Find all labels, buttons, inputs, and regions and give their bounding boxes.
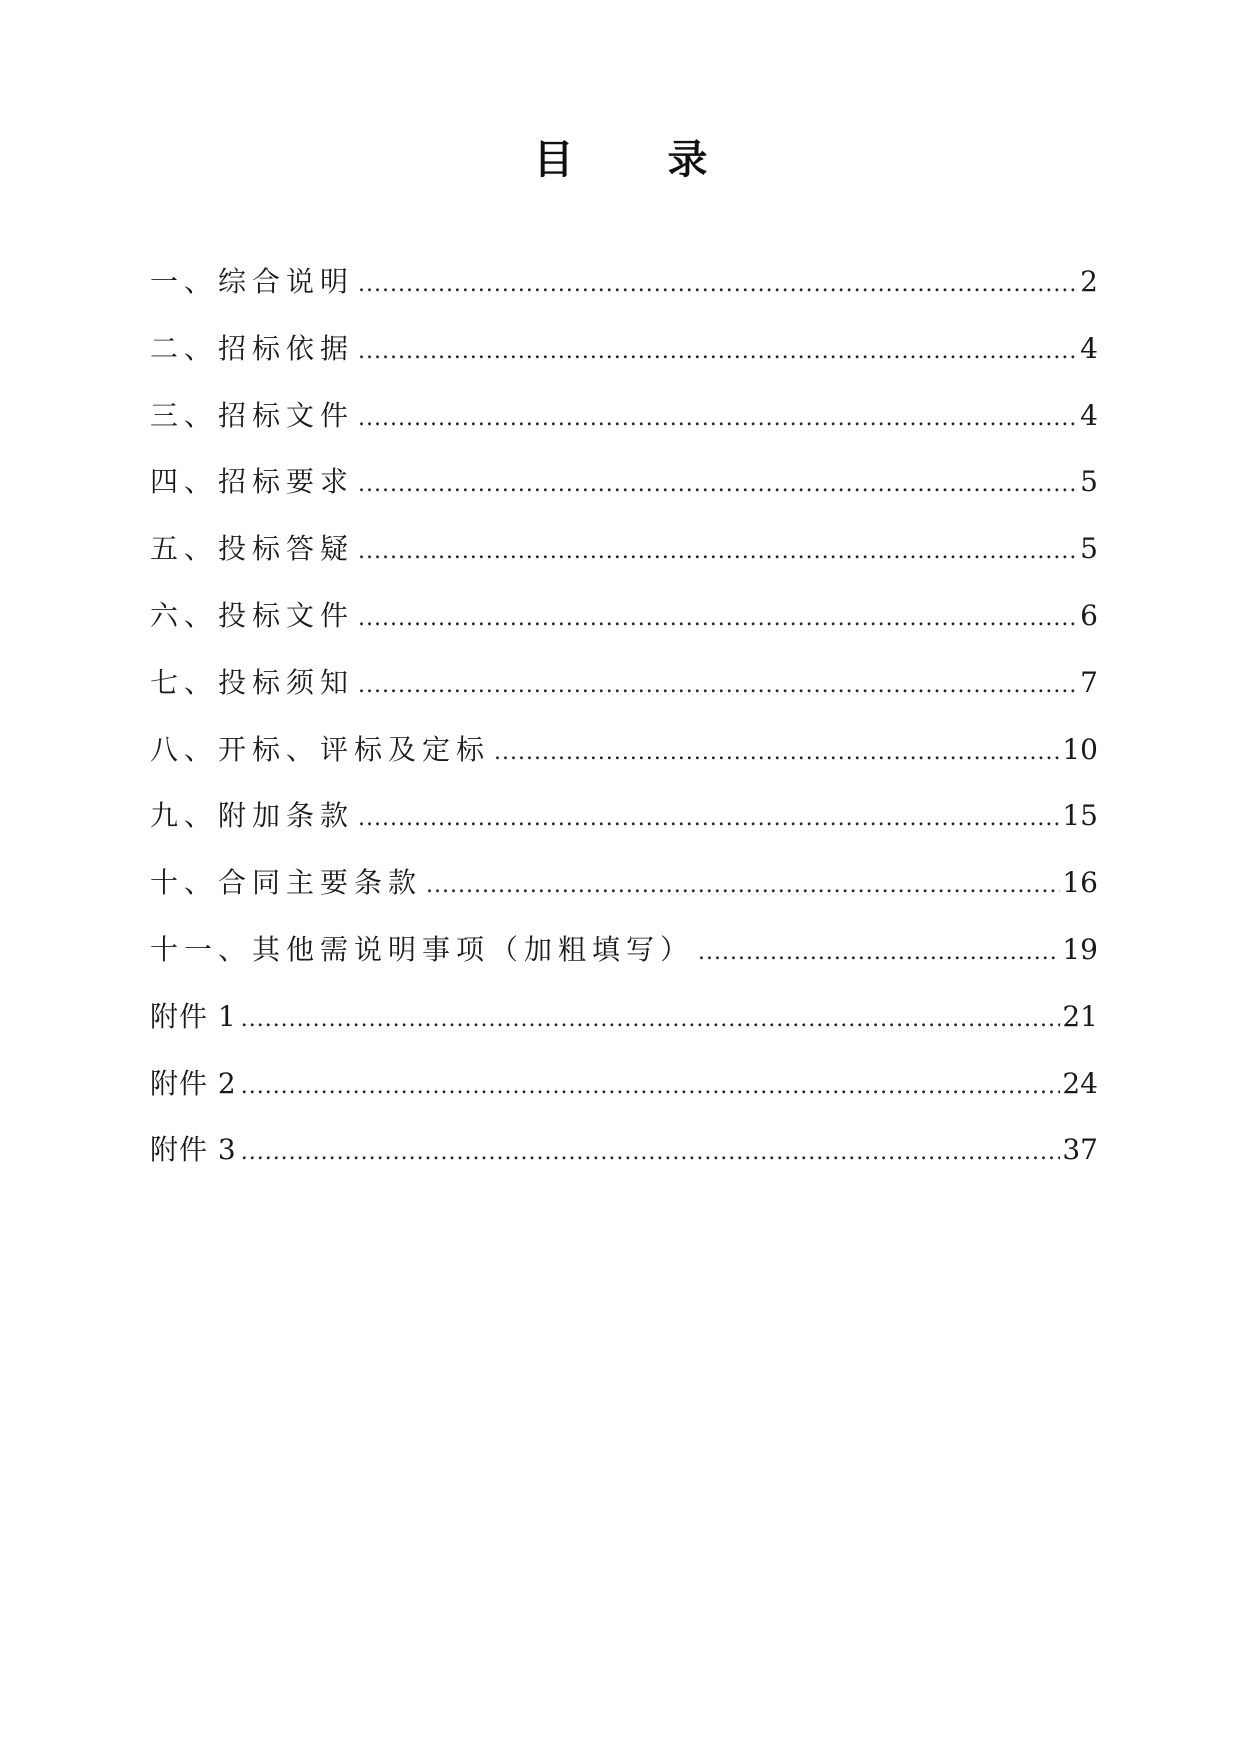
page-title: 目 录	[533, 137, 748, 183]
toc-page-number: 10	[1062, 732, 1098, 766]
toc-entry-label: 八、开标、评标及定标	[150, 732, 491, 766]
toc-dot-leader	[494, 733, 1060, 773]
toc-entry-4[interactable]	[150, 462, 1098, 529]
toc-entry-label: 二、招标依据	[150, 331, 355, 365]
toc-dot-leader	[698, 933, 1060, 973]
toc-dot-leader	[241, 1133, 1061, 1173]
toc-entry-label: 九、附加条款	[150, 799, 355, 833]
toc-page-number: 37	[1062, 1133, 1098, 1167]
toc-dot-leader	[358, 265, 1078, 305]
toc-dot-leader	[241, 1000, 1061, 1040]
toc-dot-leader	[358, 332, 1078, 372]
toc-entry-label: 六、投标文件	[150, 598, 355, 632]
toc-entry-9[interactable]	[150, 796, 1098, 863]
toc-entry-5[interactable]	[150, 529, 1098, 596]
toc-entry-10[interactable]	[150, 863, 1098, 930]
toc-entry-7[interactable]	[150, 663, 1098, 730]
toc-entry-2[interactable]	[150, 329, 1098, 396]
toc-entry-label: 五、投标答疑	[150, 532, 355, 566]
toc-page-number: 2	[1080, 265, 1098, 298]
toc-page-number: 4	[1080, 331, 1098, 365]
toc-entry-label: 十一、其他需说明事项（加粗填写）	[150, 932, 695, 966]
toc-entry-label: 十、合同主要条款	[150, 866, 423, 900]
toc-entry-1[interactable]	[150, 262, 1098, 329]
toc-entry-14[interactable]	[150, 1130, 1098, 1197]
toc-entry-8[interactable]	[150, 730, 1098, 797]
toc-page-number: 5	[1080, 532, 1098, 566]
toc-entry-label: 一、综合说明	[150, 265, 355, 298]
toc-entry-12[interactable]	[150, 997, 1098, 1064]
toc-dot-leader	[358, 465, 1078, 505]
toc-entry-label: 七、投标须知	[150, 665, 355, 699]
toc-page-number: 21	[1062, 999, 1098, 1033]
toc-entry-label: 四、招标要求	[150, 465, 355, 499]
toc-page-number: 7	[1080, 665, 1098, 699]
toc-entry-label: 附件 2	[150, 1066, 237, 1100]
toc-dot-leader	[358, 532, 1078, 572]
toc-page-number: 24	[1062, 1066, 1098, 1100]
toc-entry-6[interactable]	[150, 596, 1098, 663]
toc-entry-11[interactable]	[150, 930, 1098, 997]
toc-dot-leader	[426, 866, 1060, 906]
toc-entry-label: 附件 3	[150, 1133, 237, 1167]
toc-entry-13[interactable]	[150, 1064, 1098, 1131]
toc-page-number: 19	[1062, 932, 1098, 966]
toc-entry-label: 三、招标文件	[150, 398, 355, 432]
toc-dot-leader	[358, 599, 1078, 639]
toc-page-number: 15	[1062, 799, 1098, 833]
toc-page-number: 4	[1080, 398, 1098, 432]
toc-page-number: 16	[1062, 866, 1098, 900]
toc-page-number: 6	[1080, 598, 1098, 632]
toc-entry-3[interactable]	[150, 396, 1098, 463]
toc-page-number: 5	[1080, 465, 1098, 499]
toc-dot-leader	[358, 666, 1078, 706]
toc-dot-leader	[358, 799, 1060, 839]
toc-dot-leader	[241, 1067, 1061, 1107]
toc-dot-leader	[358, 399, 1078, 439]
toc-entry-label: 附件 1	[150, 999, 237, 1033]
table-of-contents	[150, 262, 1098, 1197]
